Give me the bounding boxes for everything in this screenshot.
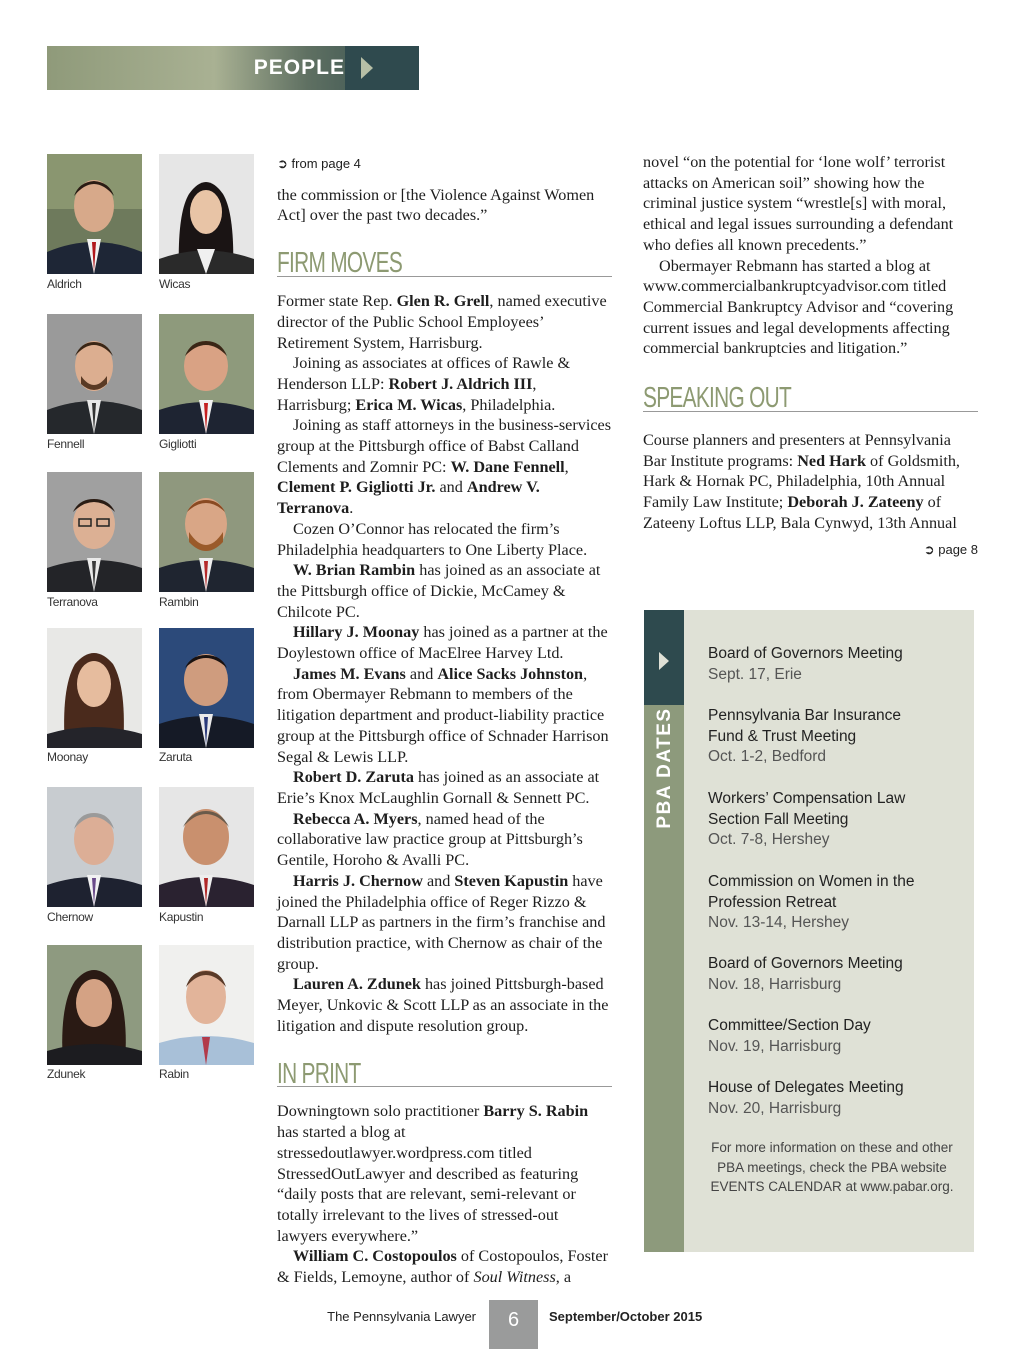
photo-chernow <box>47 787 142 907</box>
photo-fennell <box>47 314 142 434</box>
article-column-2 <box>643 152 978 560</box>
speaking-out-heading-box <box>643 375 978 415</box>
firm-move-paragraph: Hillary J. Moonay has joined as a partner at the Doylestown office of MacElree Harvey Ltd. <box>277 623 608 663</box>
footer-publication: The Pennsylvania Lawyer <box>327 1309 476 1324</box>
continued-arrow-icon: ➲ <box>923 541 935 557</box>
caption-terranova: Terranova <box>47 595 98 609</box>
firm-move-paragraph: Rebecca A. Myers, named head of the collaborative law practice group at Pittsburgh’s Gentile, Horoho & Avalli PC. <box>277 809 583 870</box>
in-print-heading: IN PRINT <box>277 1057 361 1090</box>
event-name: Pennsylvania Bar Insurance Fund & Trust Meeting <box>708 707 902 745</box>
pba-dates-title: PBA DATES <box>654 706 675 829</box>
in-print-continued: novel “on the potential for ‘lone wolf’ terrorist attacks on American soil” showing how the criminal justice system “wrestle[s] with moral, ethical and legal issues surrounding a defendant who defies all known precedents.” <box>643 153 954 254</box>
firm-move-paragraph: Joining as staff attorneys in the business-services group at the Pittsburgh office of Babst Calland Clements and Zomnir PC: W. Dane Fennell, Clement P. Gigliotti Jr. and Andrew V. Terranova. <box>277 416 611 518</box>
firm-moves-heading: FIRM MOVES <box>277 247 403 280</box>
event-item <box>708 644 903 685</box>
speaking-out-heading: SPEAKING OUT <box>643 382 791 415</box>
caption-fennell: Fennell <box>47 437 85 451</box>
event-when: Nov. 13-14, Hershey <box>708 914 849 931</box>
page-number-badge: 6 <box>489 1300 538 1349</box>
photo-moonay <box>47 628 142 748</box>
event-when: Nov. 20, Harrisburg <box>708 1099 842 1117</box>
photo-terranova <box>47 472 142 592</box>
caption-gigliotti: Gigliotti <box>159 437 197 451</box>
jump-from-text: from page 4 <box>291 156 361 171</box>
in-print-paragraph: Downingtown solo practitioner Barry S. Rabin has started a blog at stressedoutlawyer.wordpress.com titled StressedOutLawyer and described as featuring “daily posts that are relevant, semi-relevant or totally irrelevant to the lives of stressed-out lawyers everywhere.” <box>277 1102 589 1245</box>
firm-move-paragraph: Joining as associates at offices of Rawle & Henderson LLP: Robert J. Aldrich III, Harrisburg; Erica M. Wicas, Philadelphia. <box>277 354 571 414</box>
event-item <box>708 954 903 995</box>
photo-zaruta <box>159 628 254 748</box>
firm-move-paragraph: Cozen O’Connor has relocated the firm’s Philadelphia headquarters to One Liberty Place. <box>277 519 588 559</box>
jump-from-link[interactable] <box>277 154 612 175</box>
firm-move-paragraph: James M. Evans and Alice Sacks Johnston, from Obermayer Rebmann to members of the litigation department and product-liability practice group at the Pittsburgh office of Schnader Harrison Segal & Lewis LLP. <box>277 664 609 766</box>
event-when: Oct. 1-2, Bedford <box>708 748 827 765</box>
event-item <box>708 1016 871 1057</box>
chevron-right-icon <box>659 652 669 670</box>
photo-wicas <box>159 154 254 274</box>
caption-zaruta: Zaruta <box>159 750 192 764</box>
event-name: Workers’ Compensation Law Section Fall Meeting <box>708 790 906 828</box>
pba-dates-sidebar <box>644 610 684 1252</box>
section-label: PEOPLE <box>253 56 345 79</box>
firm-moves-heading-box <box>277 240 612 280</box>
caption-chernow: Chernow <box>47 910 93 924</box>
event-name: House of Delegates Meeting <box>708 1079 904 1096</box>
event-item <box>708 1078 904 1119</box>
firm-move-paragraph: Robert D. Zaruta has joined as an associate at Erie’s Knox McLaughlin Gornall & Sennett PC. <box>277 768 600 807</box>
photo-rambin <box>159 472 254 592</box>
pba-dates-title-wrap <box>652 705 678 830</box>
in-print-heading-box <box>277 1050 612 1090</box>
footer-issue: September/October 2015 <box>549 1309 703 1324</box>
event-item <box>708 706 938 768</box>
firm-move-paragraph: W. Brian Rambin has joined as an associate at the Pittsburgh office of Dickie, McCamey & Chilcote PC. <box>277 561 601 621</box>
event-name: Board of Governors Meeting <box>708 955 903 972</box>
caption-wicas: Wicas <box>159 277 191 291</box>
event-when: Nov. 19, Harrisburg <box>708 1037 842 1055</box>
intro-paragraph: the commission or [the Violence Against Women Act] over the past two decades.” <box>277 185 595 225</box>
jump-to-text: page 8 <box>938 541 978 557</box>
pba-dates-box <box>644 610 974 1252</box>
chevron-right-icon <box>361 57 373 79</box>
event-name: Committee/Section Day <box>708 1017 871 1034</box>
article-column-1 <box>277 154 612 1288</box>
pba-dates-note: For more information on these and other PBA meetings, check the PBA website EVENTS CALENDAR at www.pabar.org. <box>710 1140 954 1194</box>
caption-kapustin: Kapustin <box>159 910 204 924</box>
speaking-out-paragraph: Course planners and presenters at Pennsylvania Bar Institute programs: Ned Hark of Goldsmith, Hark & Hornak PC, Philadelphia, 10th Annual Family Law Institute; Deborah J. Zateeny of Zateeny Loftus LLP, Bala Cynwyd, 13th Annual <box>643 431 960 532</box>
event-when: Nov. 18, Harrisburg <box>708 975 842 993</box>
caption-moonay: Moonay <box>47 750 88 764</box>
in-print-paragraph: William C. Costopoulos of Costopoulos, Foster & Fields, Lemoyne, author of Soul Witness, a <box>277 1247 608 1287</box>
photo-zdunek <box>47 945 142 1065</box>
in-print-paragraph: Obermayer Rebmann has started a blog at www.commercialbankruptcyadvisor.com titled Commercial Bankruptcy Advisor and “covering current issues and legal developments affecting commercial bankruptcies and litigation.” <box>643 256 954 358</box>
caption-rabin: Rabin <box>159 1067 189 1081</box>
caption-aldrich: Aldrich <box>47 277 82 291</box>
continued-arrow-icon: ➲ <box>277 156 288 171</box>
firm-move-paragraph: Former state Rep. Glen R. Grell, named executive director of the Public School Employees’ Retirement System, Harrisburg. <box>277 292 607 352</box>
event-when: Oct. 7-8, Hershey <box>708 831 830 848</box>
pba-dates-tab <box>644 610 684 705</box>
caption-rambin: Rambin <box>159 595 199 609</box>
event-item <box>708 789 938 851</box>
firm-move-paragraph: Harris J. Chernow and Steven Kapustin have joined the Philadelphia office of Reger Rizzo & Darnall LLP as partners in the firm’s franchise and distribution practice, with Chernow as chair of the group. <box>277 871 606 973</box>
caption-zdunek: Zdunek <box>47 1067 86 1081</box>
jump-to-link[interactable] <box>643 540 978 561</box>
photo-rabin <box>159 945 254 1065</box>
event-name: Commission on Women in the Profession Retreat <box>708 873 915 911</box>
event-name: Board of Governors Meeting <box>708 645 903 662</box>
event-when: Sept. 17, Erie <box>708 665 802 683</box>
photo-aldrich <box>47 154 142 274</box>
photo-kapustin <box>159 787 254 907</box>
firm-move-paragraph: Lauren A. Zdunek has joined Pittsburgh-based Meyer, Unkovic & Scott LLP as an associate in the litigation and dispute resolution group. <box>277 975 609 1035</box>
photo-gigliotti <box>159 314 254 434</box>
section-arrow-box <box>345 46 419 90</box>
event-item <box>708 872 938 934</box>
section-header-tab <box>47 46 419 90</box>
